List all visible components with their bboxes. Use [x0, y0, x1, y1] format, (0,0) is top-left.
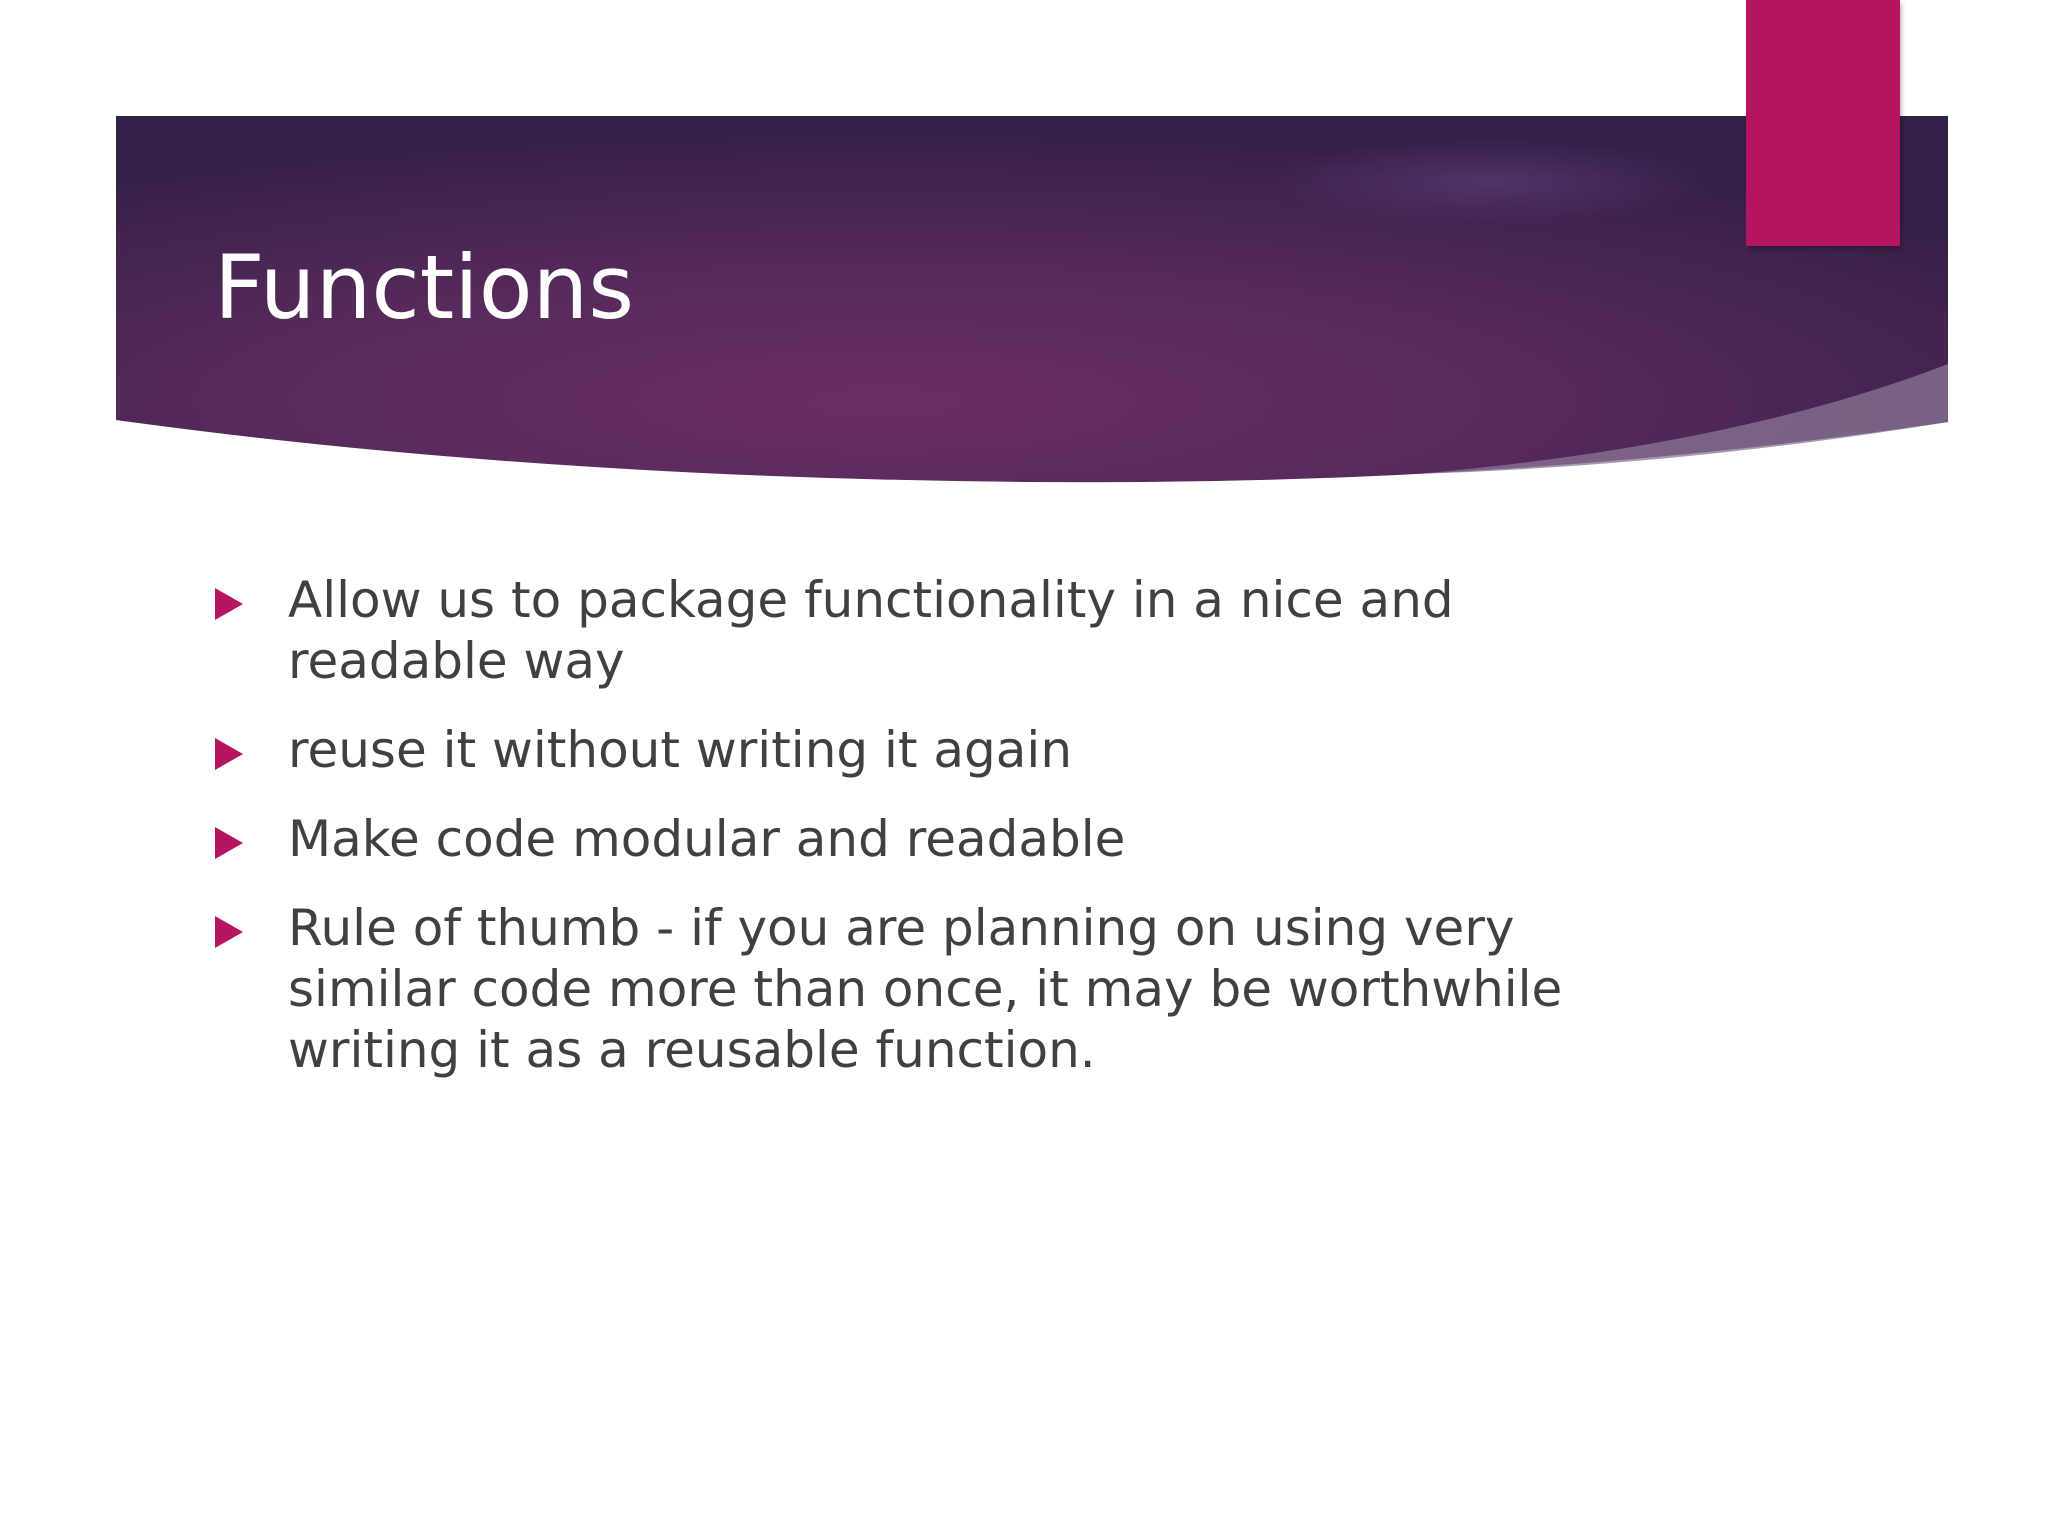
bullet-text: Make code modular and readable	[288, 810, 1126, 868]
bullet-text: reuse it without writing it again	[288, 721, 1073, 779]
accent-tab	[1746, 0, 1900, 246]
bullet-text: Rule of thumb - if you are planning on using very similar code more than once, it may be worthwhile writing it as a reusable function.	[288, 899, 1563, 1079]
triangle-right-icon	[215, 827, 243, 859]
triangle-right-icon	[215, 738, 243, 770]
triangle-right-icon	[215, 588, 243, 620]
list-item	[212, 720, 1612, 781]
triangle-right-icon	[215, 916, 243, 948]
list-item	[212, 809, 1612, 870]
list-item	[212, 570, 1612, 692]
bullet-text: Allow us to package functionality in a nice and readable way	[288, 571, 1454, 690]
slide-title: Functions	[214, 236, 635, 339]
bullet-list	[212, 570, 1612, 1109]
list-item	[212, 898, 1612, 1081]
